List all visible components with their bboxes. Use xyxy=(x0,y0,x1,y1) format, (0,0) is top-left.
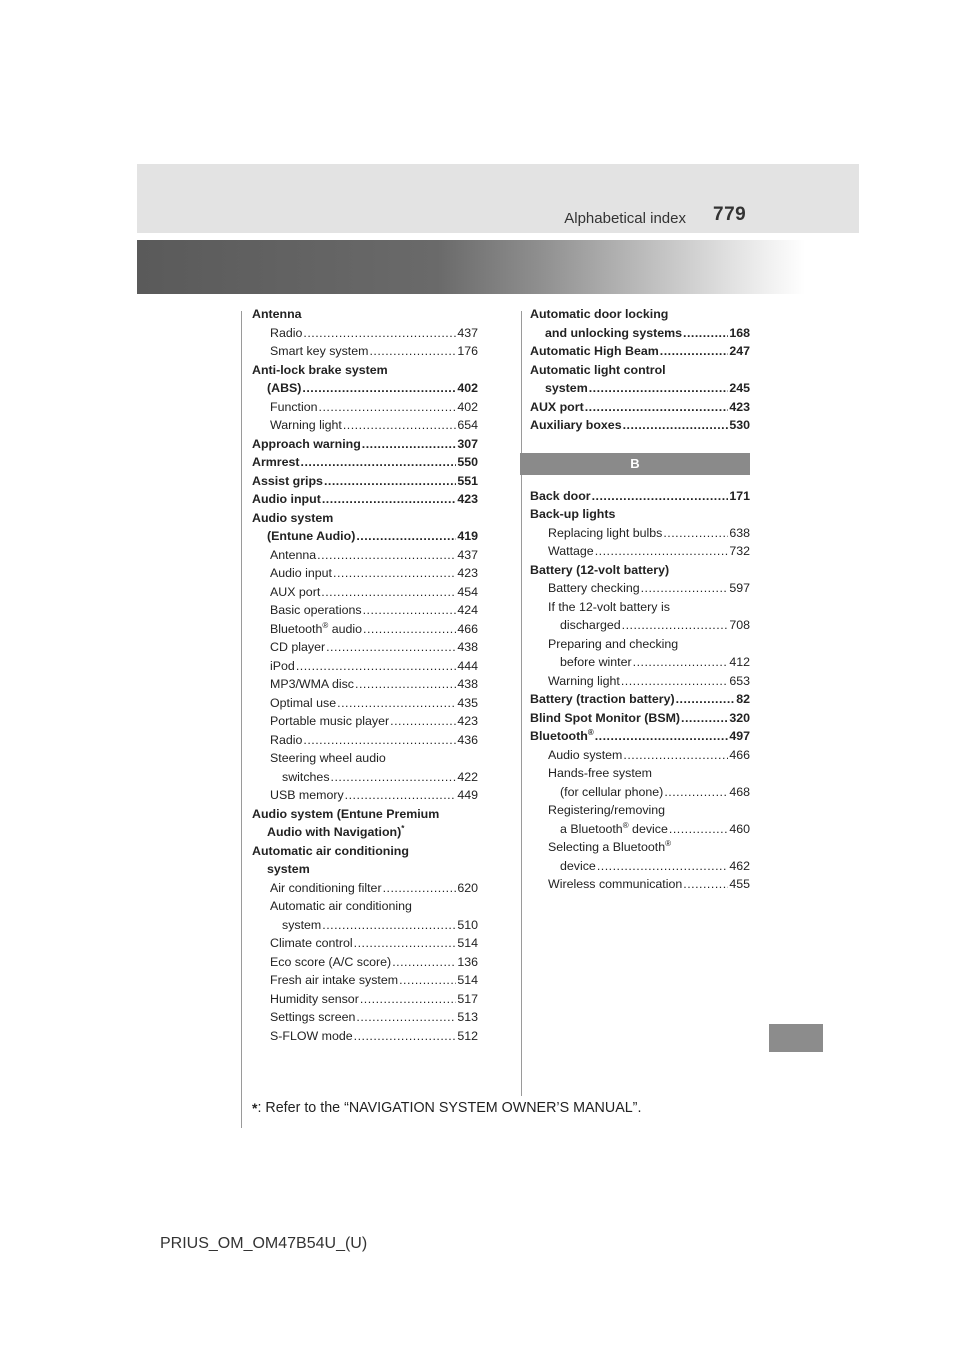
entry-page-number: 654 xyxy=(457,418,478,432)
entry-page-number: 437 xyxy=(457,547,478,562)
entry-term: Replacing light bulbs xyxy=(548,525,663,540)
entry-page-number: 551 xyxy=(457,473,478,488)
section-title: Alphabetical index xyxy=(564,210,686,227)
index-entry xyxy=(530,801,750,820)
entry-page-number: 419 xyxy=(457,529,478,543)
entry-term: Audio system (Entune Premium xyxy=(252,806,440,821)
index-entry xyxy=(252,786,478,805)
entry-page-number: 423 xyxy=(457,566,478,580)
dot-leader xyxy=(622,616,729,635)
dot-leader xyxy=(621,672,728,691)
index-column-2 xyxy=(530,305,750,894)
entry-term: Audio input xyxy=(270,566,333,580)
dot-leader xyxy=(324,472,456,491)
dot-leader xyxy=(595,727,729,746)
decorative-gradient-bar xyxy=(137,240,805,294)
index-entry xyxy=(530,561,750,580)
entry-page-number: 423 xyxy=(729,399,750,414)
index-entry xyxy=(530,838,750,857)
entry-term: device xyxy=(560,858,596,873)
index-entry xyxy=(530,505,750,524)
dot-leader xyxy=(317,546,456,565)
page-number: 779 xyxy=(713,204,747,225)
entry-term: Automatic air conditioning xyxy=(270,899,412,913)
dot-leader xyxy=(383,879,457,898)
entry-page-number: 247 xyxy=(729,344,750,358)
entry-term: Fresh air intake system xyxy=(270,973,399,987)
dot-leader xyxy=(319,398,457,417)
index-group-b xyxy=(530,487,750,894)
entry-term: MP3/WMA disc xyxy=(270,677,354,691)
dot-leader xyxy=(355,675,456,694)
section-letter-b: B xyxy=(520,453,750,475)
index-entry xyxy=(252,305,478,324)
dot-leader xyxy=(633,653,729,672)
entry-page-number: 136 xyxy=(457,954,478,969)
index-entry xyxy=(252,768,478,787)
dot-leader xyxy=(392,953,456,972)
index-entry xyxy=(252,971,478,990)
document-code: PRIUS_OM_OM47B54U_(U) xyxy=(160,1235,368,1252)
entry-term: Hands-free system xyxy=(548,766,652,780)
index-entry xyxy=(530,616,750,635)
entry-page-number: 176 xyxy=(457,344,478,358)
index-entry xyxy=(252,342,478,361)
index-entry xyxy=(252,842,478,861)
entry-page-number: 168 xyxy=(729,325,750,340)
index-entry xyxy=(252,601,478,620)
entry-page-number: 171 xyxy=(729,488,750,503)
dot-leader xyxy=(390,712,456,731)
entry-term: Function xyxy=(270,399,318,414)
index-entry xyxy=(530,857,750,876)
entry-page-number: 550 xyxy=(457,455,478,469)
index-entry xyxy=(252,897,478,916)
index-entry xyxy=(252,823,478,842)
index-entry xyxy=(252,1027,478,1046)
index-entry xyxy=(530,542,750,561)
index-entry xyxy=(252,620,478,639)
entry-page-number: 422 xyxy=(457,769,478,784)
entry-term: and unlocking systems xyxy=(545,325,683,340)
entry-term: Assist grips xyxy=(252,473,323,488)
dot-leader xyxy=(623,746,728,765)
dot-leader xyxy=(664,783,728,802)
entry-term: AUX port xyxy=(270,584,321,599)
column-divider-left xyxy=(241,311,242,1128)
entry-page-number: 466 xyxy=(729,747,750,762)
entry-page-number: 517 xyxy=(457,991,478,1006)
entry-term: Back-up lights xyxy=(530,507,616,521)
dot-leader xyxy=(683,875,728,894)
dot-leader xyxy=(301,453,457,472)
entry-term: Automatic door locking xyxy=(530,307,669,321)
dot-leader xyxy=(663,524,728,543)
index-entry xyxy=(252,916,478,935)
dot-leader xyxy=(362,435,457,454)
index-entry xyxy=(252,860,478,879)
entry-term: Back door xyxy=(530,488,591,503)
entry-page-number: 449 xyxy=(457,788,478,802)
dot-leader xyxy=(345,786,457,805)
dot-leader xyxy=(660,342,729,361)
dot-leader xyxy=(303,731,456,750)
dot-leader xyxy=(592,487,729,506)
entry-term: Radio xyxy=(270,732,303,747)
entry-term: If the 12-volt battery is xyxy=(548,599,670,614)
index-entry xyxy=(252,435,478,454)
index-entry xyxy=(530,764,750,783)
index-entry xyxy=(530,635,750,654)
index-entry xyxy=(252,694,478,713)
dot-leader xyxy=(585,398,729,417)
entry-page-number: 402 xyxy=(457,399,478,414)
dot-leader xyxy=(360,990,456,1009)
dot-leader xyxy=(363,601,457,620)
entry-term: switches xyxy=(282,769,330,784)
index-entry xyxy=(530,690,750,709)
index-column-1 xyxy=(252,305,478,1045)
entry-term: Antenna xyxy=(252,307,302,321)
dot-leader xyxy=(676,690,736,709)
index-entry xyxy=(252,509,478,528)
footnote-asterisk: * xyxy=(252,1100,258,1116)
index-entry xyxy=(530,598,750,617)
entry-term: Bluetooth® audio xyxy=(270,620,363,636)
dot-leader xyxy=(354,934,457,953)
dot-leader xyxy=(333,564,456,583)
index-entry xyxy=(252,712,478,731)
entry-term: discharged xyxy=(560,618,621,632)
dot-leader xyxy=(399,971,456,990)
entry-page-number: 497 xyxy=(729,729,750,743)
entry-term: Antenna xyxy=(270,547,317,562)
entry-term: Wattage xyxy=(548,544,594,558)
entry-page-number: 320 xyxy=(729,710,750,725)
entry-term: Audio input xyxy=(252,492,321,506)
dot-leader xyxy=(302,379,456,398)
index-entry xyxy=(252,638,478,657)
index-entry xyxy=(530,524,750,543)
dot-leader xyxy=(683,324,728,343)
entry-term: Smart key system xyxy=(270,344,369,358)
entry-term: Humidity sensor xyxy=(270,991,359,1006)
entry-term: (for cellular phone) xyxy=(560,784,664,799)
index-entry xyxy=(252,731,478,750)
dot-leader xyxy=(363,620,456,639)
entry-term: Radio xyxy=(270,325,303,340)
entry-term: Anti-lock brake system xyxy=(252,362,388,377)
index-entry xyxy=(252,472,478,491)
index-entry xyxy=(252,657,478,676)
column-divider-middle xyxy=(521,311,522,1096)
entry-term: Bluetooth® xyxy=(530,727,594,743)
entry-term: system xyxy=(267,862,310,876)
dot-leader xyxy=(331,768,457,787)
index-entry xyxy=(252,749,478,768)
entry-term: Battery (traction battery) xyxy=(530,692,675,706)
dot-leader xyxy=(321,583,456,602)
dot-leader xyxy=(354,1027,457,1046)
dot-leader xyxy=(322,490,456,509)
dot-leader xyxy=(343,416,456,435)
entry-page-number: 513 xyxy=(457,1010,478,1024)
index-entry xyxy=(530,746,750,765)
dot-leader xyxy=(623,416,729,435)
index-entry xyxy=(252,805,478,824)
entry-page-number: 436 xyxy=(457,732,478,747)
dot-leader xyxy=(595,542,729,561)
entry-page-number: 438 xyxy=(457,677,478,691)
entry-term: (ABS) xyxy=(267,381,302,395)
entry-page-number: 468 xyxy=(729,784,750,799)
chapter-tab-marker xyxy=(769,1024,823,1052)
entry-term: a Bluetooth® device xyxy=(560,820,668,836)
index-entry xyxy=(252,1008,478,1027)
dot-leader xyxy=(669,820,728,839)
index-entry xyxy=(252,490,478,509)
entry-page-number: 423 xyxy=(457,492,478,506)
entry-term: Optimal use xyxy=(270,695,337,710)
index-entry xyxy=(530,416,750,435)
entry-page-number: 466 xyxy=(457,621,478,636)
dot-leader xyxy=(641,579,729,598)
dot-leader xyxy=(369,342,456,361)
entry-term: Climate control xyxy=(270,936,353,950)
dot-leader xyxy=(322,916,456,935)
entry-term: iPod xyxy=(270,658,295,673)
index-entry xyxy=(530,305,750,324)
entry-term: USB memory xyxy=(270,788,344,802)
index-entry xyxy=(252,583,478,602)
entry-term: Audio system xyxy=(548,747,623,762)
index-entry xyxy=(530,324,750,343)
entry-page-number: 307 xyxy=(457,436,478,451)
dot-leader xyxy=(296,657,457,676)
entry-page-number: 423 xyxy=(457,714,478,728)
entry-term: Audio system xyxy=(252,510,334,525)
index-entry xyxy=(530,709,750,728)
entry-page-number: 435 xyxy=(457,695,478,710)
entry-term: Warning light xyxy=(270,418,342,432)
index-entry xyxy=(252,416,478,435)
entry-page-number: 412 xyxy=(729,655,750,669)
footnote xyxy=(252,1100,752,1116)
entry-page-number: 245 xyxy=(729,381,750,395)
dot-leader xyxy=(356,527,456,546)
entry-page-number: 597 xyxy=(729,581,750,595)
index-entry xyxy=(530,672,750,691)
index-entry xyxy=(530,342,750,361)
entry-term: system xyxy=(282,917,322,932)
entry-term: Automatic light control xyxy=(530,362,666,377)
dot-leader xyxy=(597,857,728,876)
index-entry xyxy=(252,324,478,343)
footnote-text: : Refer to the “NAVIGATION SYSTEM OWNER’S MANUAL”. xyxy=(257,1100,642,1116)
entry-term: Automatic High Beam xyxy=(530,344,659,358)
entry-term: Preparing and checking xyxy=(548,636,679,651)
dot-leader xyxy=(326,638,456,657)
entry-term: Battery checking xyxy=(548,581,640,595)
entry-term: S-FLOW mode xyxy=(270,1028,353,1043)
entry-term: Audio with Navigation)* xyxy=(267,823,405,839)
entry-term: CD player xyxy=(270,640,326,654)
dot-leader xyxy=(303,324,456,343)
index-entry xyxy=(530,820,750,839)
index-entry xyxy=(252,990,478,1009)
dot-leader xyxy=(337,694,456,713)
entry-page-number: 438 xyxy=(457,640,478,654)
entry-term: Wireless communication xyxy=(548,877,683,891)
entry-page-number: 514 xyxy=(457,973,478,987)
entry-term: (Entune Audio) xyxy=(267,529,356,543)
index-entry xyxy=(252,527,478,546)
entry-term: Approach warning xyxy=(252,436,361,451)
index-entry xyxy=(530,579,750,598)
entry-page-number: 462 xyxy=(729,858,750,873)
index-entry xyxy=(530,727,750,746)
entry-page-number: 638 xyxy=(729,525,750,540)
entry-term: Basic operations xyxy=(270,603,362,617)
entry-page-number: 530 xyxy=(729,418,750,432)
entry-term: Eco score (A/C score) xyxy=(270,954,392,969)
index-entry xyxy=(252,361,478,380)
entry-page-number: 732 xyxy=(729,544,750,558)
dot-leader xyxy=(681,709,728,728)
entry-term: AUX port xyxy=(530,399,584,414)
entry-term: Selecting a Bluetooth® xyxy=(548,838,672,854)
entry-page-number: 455 xyxy=(729,877,750,891)
entry-term: Portable music player xyxy=(270,714,390,728)
index-entry xyxy=(530,653,750,672)
index-entry xyxy=(530,398,750,417)
entry-page-number: 424 xyxy=(457,603,478,617)
entry-page-number: 708 xyxy=(729,618,750,632)
entry-term: Auxiliary boxes xyxy=(530,418,622,432)
index-entry xyxy=(252,953,478,972)
index-entry xyxy=(252,398,478,417)
index-entry xyxy=(530,875,750,894)
index-entry xyxy=(252,546,478,565)
entry-term: Automatic air conditioning xyxy=(252,843,409,858)
entry-term: Battery (12-volt battery) xyxy=(530,562,670,577)
entry-page-number: 620 xyxy=(457,880,478,895)
entry-term: Warning light xyxy=(548,673,620,688)
entry-page-number: 402 xyxy=(457,381,478,395)
dot-leader xyxy=(356,1008,456,1027)
header-band xyxy=(137,164,859,233)
index-entry xyxy=(252,675,478,694)
dot-leader xyxy=(589,379,729,398)
entry-page-number: 510 xyxy=(457,917,478,932)
entry-term: before winter xyxy=(560,655,632,669)
entry-term: Armrest xyxy=(252,455,300,469)
entry-page-number: 82 xyxy=(736,692,750,706)
entry-page-number: 653 xyxy=(729,673,750,688)
entry-page-number: 437 xyxy=(457,325,478,340)
entry-term: Steering wheel audio xyxy=(270,751,386,765)
index-entry xyxy=(530,783,750,802)
index-group-a xyxy=(530,305,750,435)
index-entry xyxy=(252,879,478,898)
entry-page-number: 514 xyxy=(457,936,478,950)
entry-term: Registering/removing xyxy=(548,803,666,817)
entry-term: Settings screen xyxy=(270,1010,356,1024)
entry-page-number: 460 xyxy=(729,821,750,836)
entry-term: Blind Spot Monitor (BSM) xyxy=(530,710,681,725)
entry-page-number: 454 xyxy=(457,584,478,599)
index-entry xyxy=(530,379,750,398)
index-entry xyxy=(252,934,478,953)
entry-term: Air conditioning filter xyxy=(270,880,382,895)
entry-page-number: 512 xyxy=(457,1028,478,1043)
index-entry xyxy=(252,564,478,583)
index-entry xyxy=(530,361,750,380)
index-entry xyxy=(530,487,750,506)
index-entry xyxy=(252,379,478,398)
index-entry xyxy=(252,453,478,472)
entry-term: system xyxy=(545,381,588,395)
entry-page-number: 444 xyxy=(457,658,478,673)
